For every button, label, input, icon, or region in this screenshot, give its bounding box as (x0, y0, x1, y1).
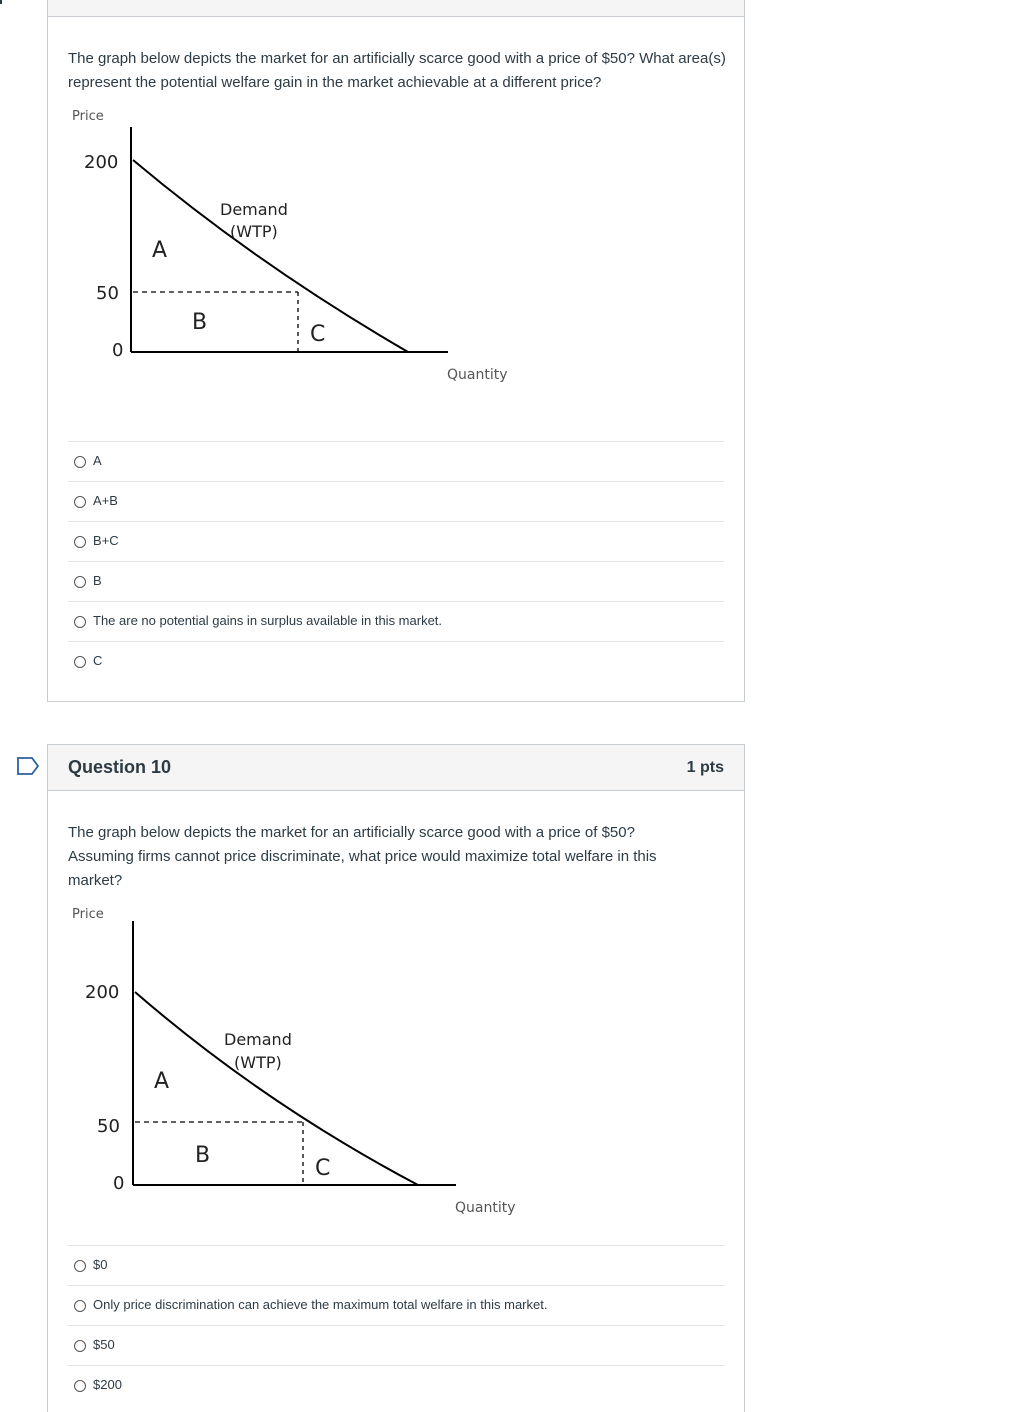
question-10-points: 1 pts (686, 759, 724, 776)
x-axis-label: Quantity (447, 367, 508, 383)
prompt-line: market? (68, 872, 123, 889)
radio-button[interactable] (74, 496, 86, 508)
question-10-title: Question 10 (68, 757, 172, 777)
tick-50: 50 (97, 1116, 120, 1137)
question-9-answers (68, 441, 724, 681)
tick-50: 50 (96, 283, 119, 304)
answer-label: C (93, 653, 103, 668)
area-a-label: A (152, 238, 168, 263)
question-10-header (48, 745, 744, 791)
answer-label: A+B (93, 493, 118, 508)
flag-question-icon[interactable] (17, 757, 39, 775)
curve-label-demand: Demand (224, 1030, 292, 1049)
answer-option[interactable] (68, 481, 724, 521)
area-c-label: C (315, 1156, 331, 1181)
answer-option[interactable] (68, 601, 724, 641)
radio-button[interactable] (74, 1260, 86, 1272)
question-9-card (47, 0, 745, 702)
area-b-label: B (195, 1143, 211, 1168)
radio-button[interactable] (74, 656, 86, 668)
answer-label: Only price discrimination can achieve the maximum total welfare in this market. (93, 1297, 548, 1312)
demand-curve (133, 160, 408, 352)
answer-option[interactable] (68, 1325, 724, 1365)
answer-label: A (93, 453, 102, 468)
question-10-card (47, 744, 745, 1412)
tick-0: 0 (113, 1173, 125, 1194)
answer-option[interactable] (68, 1365, 724, 1405)
x-axis-label: Quantity (455, 1200, 516, 1216)
answer-option[interactable] (68, 1285, 724, 1325)
answer-label: $200 (93, 1377, 122, 1392)
supply-demand-chart (68, 903, 538, 1221)
tick-200: 200 (85, 982, 120, 1003)
question-10-answers (68, 1245, 724, 1405)
question-9-graph (68, 105, 528, 420)
answer-option[interactable] (68, 521, 724, 561)
radio-button[interactable] (74, 1300, 86, 1312)
question-10-prompt (68, 821, 728, 893)
radio-button[interactable] (74, 576, 86, 588)
answer-label: The are no potential gains in surplus available in this market. (93, 613, 443, 628)
answer-label: $0 (93, 1257, 108, 1272)
answer-option[interactable] (68, 441, 724, 481)
demand-curve (135, 992, 418, 1185)
question-10-graph (68, 903, 538, 1226)
y-axis-label: Price (72, 907, 104, 922)
answer-option[interactable] (68, 1245, 724, 1285)
curve-label-wtp: (WTP) (234, 1053, 282, 1072)
tick-200: 200 (84, 152, 119, 173)
prompt-line: The graph below depicts the market for an artificially scarce good with a price of $50? (68, 824, 635, 841)
tick-0: 0 (112, 340, 124, 361)
curve-label-demand: Demand (220, 200, 288, 219)
curve-label-wtp: (WTP) (230, 222, 278, 241)
radio-button[interactable] (74, 616, 86, 628)
radio-button[interactable] (74, 1340, 86, 1352)
radio-button[interactable] (74, 1380, 86, 1392)
answer-option[interactable] (68, 561, 724, 601)
area-a-label: A (154, 1069, 170, 1094)
answer-label: $50 (93, 1337, 115, 1352)
question-9-header (48, 0, 744, 17)
answer-option[interactable] (68, 641, 724, 681)
supply-demand-chart (68, 105, 528, 415)
radio-button[interactable] (74, 536, 86, 548)
answer-label: B (93, 573, 102, 588)
area-b-label: B (192, 310, 208, 335)
prompt-line: Assuming firms cannot price discriminate, what price would maximize total welfare in this (68, 848, 657, 865)
radio-button[interactable] (74, 456, 86, 468)
question-9-prompt: The graph below depicts the market for an artificially scarce good with a price of $50? What area(s) represent the potential welfare gain in the market achievable at a different price? (68, 50, 726, 91)
area-c-label: C (310, 322, 326, 347)
answer-label: B+C (93, 533, 119, 548)
left-edge-bar (0, 0, 2, 4)
y-axis-label: Price (72, 109, 104, 124)
